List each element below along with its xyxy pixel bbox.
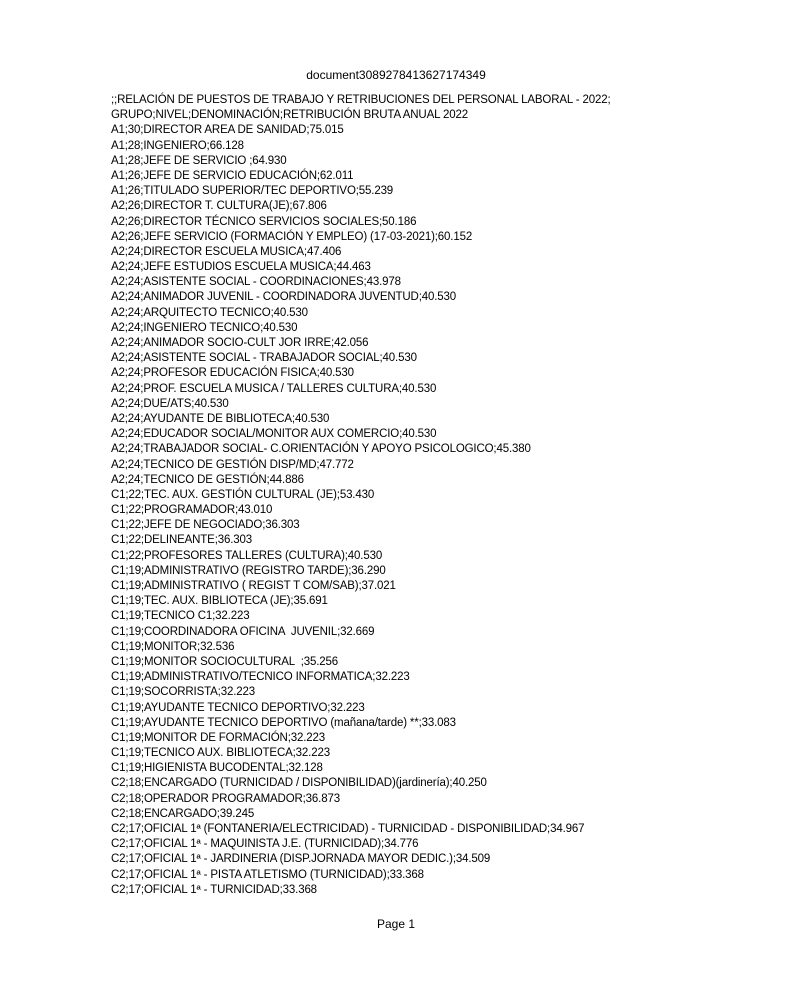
text-line: A1;26;TITULADO SUPERIOR/TEC DEPORTIVO;55.239 bbox=[111, 185, 394, 198]
text-line: A2;24;PROF. ESCUELA MUSICA / TALLERES CULTURA;40.530 bbox=[111, 382, 437, 395]
text-line: A2;24;TRABAJADOR SOCIAL- C.ORIENTACIÓN Y APOYO PSICOLOGICO;45.380 bbox=[111, 443, 531, 456]
text-line: C1;19;TECNICO AUX. BIBLIOTECA;32.223 bbox=[111, 747, 330, 760]
text-line: C2;17;OFICIAL 1ª - TURNICIDAD;33.368 bbox=[111, 883, 317, 896]
text-line: C1;19;ADMINISTRATIVO ( REGIST T COM/SAB);37.021 bbox=[111, 580, 396, 592]
text-line: A2;24;ASISTENTE SOCIAL - TRABAJADOR SOCIAL;40.530 bbox=[111, 352, 417, 365]
page-number: Page 1 bbox=[376, 917, 416, 931]
text-line: C2;18;ENCARGADO;39.245 bbox=[111, 807, 255, 820]
text-line: A2;24;TECNICO DE GESTIÓN;44.886 bbox=[111, 473, 304, 486]
text-line: A2;24;PROFESOR EDUCACIÓN FISICA;40.530 bbox=[111, 367, 354, 380]
text-line: C1;19;TECNICO C1;32.223 bbox=[111, 610, 250, 623]
text-line: A1;28;INGENIERO;66.128 bbox=[111, 139, 244, 152]
text-line: C1;19;SOCORRISTA;32.223 bbox=[111, 686, 255, 699]
text-line: A2;26;DIRECTOR T. CULTURA(JE);67.806 bbox=[111, 200, 327, 213]
text-line: A2;24;ANIMADOR JUVENIL - COORDINADORA JUVENTUD;40.530 bbox=[111, 291, 457, 304]
text-line: C1;19;ADMINISTRATIVO/TECNICO INFORMATICA;32.223 bbox=[111, 671, 410, 684]
document-title: document3089278413627174349 bbox=[306, 68, 486, 82]
text-line: A1;26;JEFE DE SERVICIO EDUCACIÓN;62.011 bbox=[111, 169, 354, 182]
text-line: C1;19;MONITOR;32.536 bbox=[111, 640, 235, 653]
text-line: A1;30;DIRECTOR AREA DE SANIDAD;75.015 bbox=[111, 124, 344, 137]
text-line: A2;24;AYUDANTE DE BIBLIOTECA;40.530 bbox=[111, 412, 330, 425]
text-line: C1;19;ADMINISTRATIVO (REGISTRO TARDE);36.290 bbox=[111, 564, 386, 577]
text-line: A2;24;INGENIERO TECNICO;40.530 bbox=[111, 321, 298, 334]
document-body bbox=[111, 93, 771, 898]
text-line: A2;24;EDUCADOR SOCIAL/MONITOR AUX COMERCIO;40.530 bbox=[111, 428, 437, 441]
text-line: C2;18;OPERADOR PROGRAMADOR;36.873 bbox=[111, 792, 340, 805]
text-line: A2;24;DUE/ATS;40.530 bbox=[111, 397, 229, 410]
text-line: C1;19;AYUDANTE TECNICO DEPORTIVO (mañana/tarde) **;33.083 bbox=[111, 716, 456, 729]
text-line: A2;24;ARQUITECTO TECNICO;40.530 bbox=[111, 306, 308, 319]
text-line: C2;17;OFICIAL 1ª - MAQUINISTA J.E. (TURNICIDAD);34.776 bbox=[111, 838, 419, 851]
text-line: C1;19;HIGIENISTA BUCODENTAL;32.128 bbox=[111, 762, 323, 775]
text-line: C1;22;PROGRAMADOR;43.010 bbox=[111, 504, 273, 517]
text-line: A2;24;ANIMADOR SOCIO-CULT JOR IRRE;42.056 bbox=[111, 337, 369, 349]
text-line: C1;22;TEC. AUX. GESTIÓN CULTURAL (JE);53.430 bbox=[111, 488, 375, 501]
text-line: C1;19;AYUDANTE TECNICO DEPORTIVO;32.223 bbox=[111, 701, 365, 714]
text-line: GRUPO;NIVEL;DENOMINACIÓN;RETRIBUCIÓN BRUTA ANUAL 2022 bbox=[111, 109, 468, 122]
text-line: A2;24;JEFE ESTUDIOS ESCUELA MUSICA;44.463 bbox=[111, 261, 371, 274]
text-line: A2;24;TECNICO DE GESTIÓN DISP/MD;47.772 bbox=[111, 458, 354, 471]
text-line: C1;19;MONITOR SOCIOCULTURAL ;35.256 bbox=[111, 655, 339, 668]
text-line: C1;19;COORDINADORA OFICINA JUVENIL;32.669 bbox=[111, 625, 375, 638]
text-line: C1;22;JEFE DE NEGOCIADO;36.303 bbox=[111, 519, 300, 532]
text-line: C1;19;TEC. AUX. BIBLIOTECA (JE);35.691 bbox=[111, 595, 328, 608]
text-line: A2;26;JEFE SERVICIO (FORMACIÓN Y EMPLEO) (17-03-2021);60.152 bbox=[111, 230, 473, 243]
text-line: C1;22;DELINEANTE;36.303 bbox=[111, 534, 253, 547]
text-line: C2;17;OFICIAL 1ª - JARDINERIA (DISP.JORNADA MAYOR DEDIC.);34.509 bbox=[111, 853, 491, 866]
text-line: C2;17;OFICIAL 1ª - PISTA ATLETISMO (TURNICIDAD);33.368 bbox=[111, 868, 424, 881]
text-line: C1;19;MONITOR DE FORMACIÓN;32.223 bbox=[111, 731, 326, 744]
text-line: A2;24;DIRECTOR ESCUELA MUSICA;47.406 bbox=[111, 245, 342, 258]
text-line: A2;24;ASISTENTE SOCIAL - COORDINACIONES;43.978 bbox=[111, 276, 401, 289]
text-line: ;;RELACIÓN DE PUESTOS DE TRABAJO Y RETRIBUCIONES DEL PERSONAL LABORAL - 2022; bbox=[111, 94, 611, 106]
text-line: C2;18;ENCARGADO (TURNICIDAD / DISPONIBILIDAD)(jardinería);40.250 bbox=[111, 777, 487, 790]
text-line: C1;22;PROFESORES TALLERES (CULTURA);40.530 bbox=[111, 549, 383, 562]
text-line: A2;26;DIRECTOR TÉCNICO SERVICIOS SOCIALES;50.186 bbox=[111, 215, 417, 228]
text-line: C2;17;OFICIAL 1ª (FONTANERIA/ELECTRICIDAD) - TURNICIDAD - DISPONIBILIDAD;34.967 bbox=[111, 823, 585, 835]
text-line: A1;28;JEFE DE SERVICIO ;64.930 bbox=[111, 154, 287, 167]
